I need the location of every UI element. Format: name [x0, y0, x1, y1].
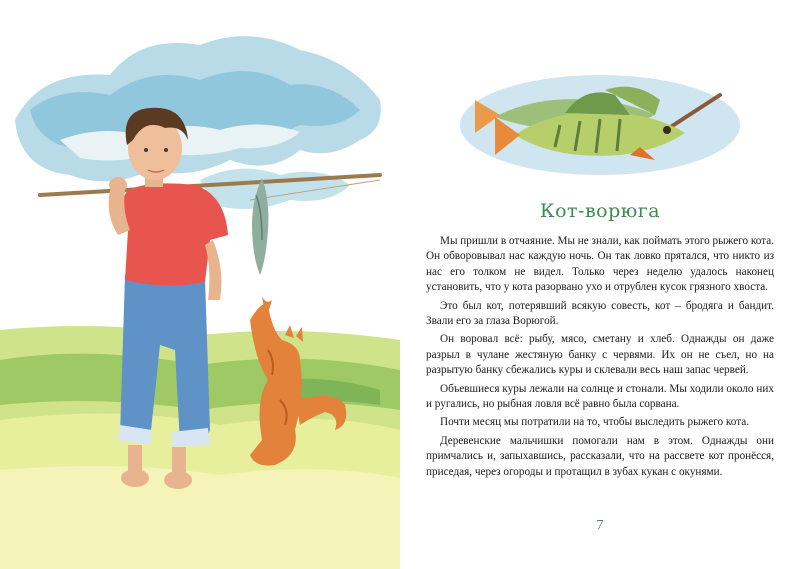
paragraph: Он воровал всё: рыбу, мясо, сметану и хлеб. Однажды он даже разрыл в чулане жестяную банку с червями. Их он не съел, но на разрытую банку сбежались куры и склевали весь наш запас червей. — [426, 333, 774, 377]
paragraph: Деревенские мальчишки помогали нам в этом. Однажды они примчались и, запыхавшись, рассказали, что на рассвете кот пронёсся, приседая, через огороды и протащил в зубах кукан с окунями. — [426, 434, 774, 478]
chapter-title: Кот-ворюга — [539, 200, 661, 222]
perch-fish-illustration — [455, 55, 745, 175]
paragraph: Это был кот, потерявший всякую совесть, кот – бродяга и бандит. Звали его за глаза Ворюгой. — [426, 299, 774, 328]
page-number: 7 — [596, 518, 604, 533]
paragraph: Почти месяц мы потратили на то, чтобы выследить рыжего кота. — [440, 416, 750, 429]
paragraph: Мы пришли в отчаяние. Мы не знали, как поймать этого рыжего кота. Он обворовывал нас каждую ночь. Он так ловко прятался, что никто из нас его толком не видел. Только через неделю удалось наконец установить, что у кота разорвано ухо и отрублен кусок грязного хвоста. — [426, 235, 774, 294]
text-page — [400, 0, 800, 569]
paragraph: Объевшиеся куры лежали на солнце и стонали. Мы ходили около них и ругались, но рыбная ловля всё равно была сорвана. — [426, 382, 774, 411]
chapter-text — [426, 234, 774, 483]
